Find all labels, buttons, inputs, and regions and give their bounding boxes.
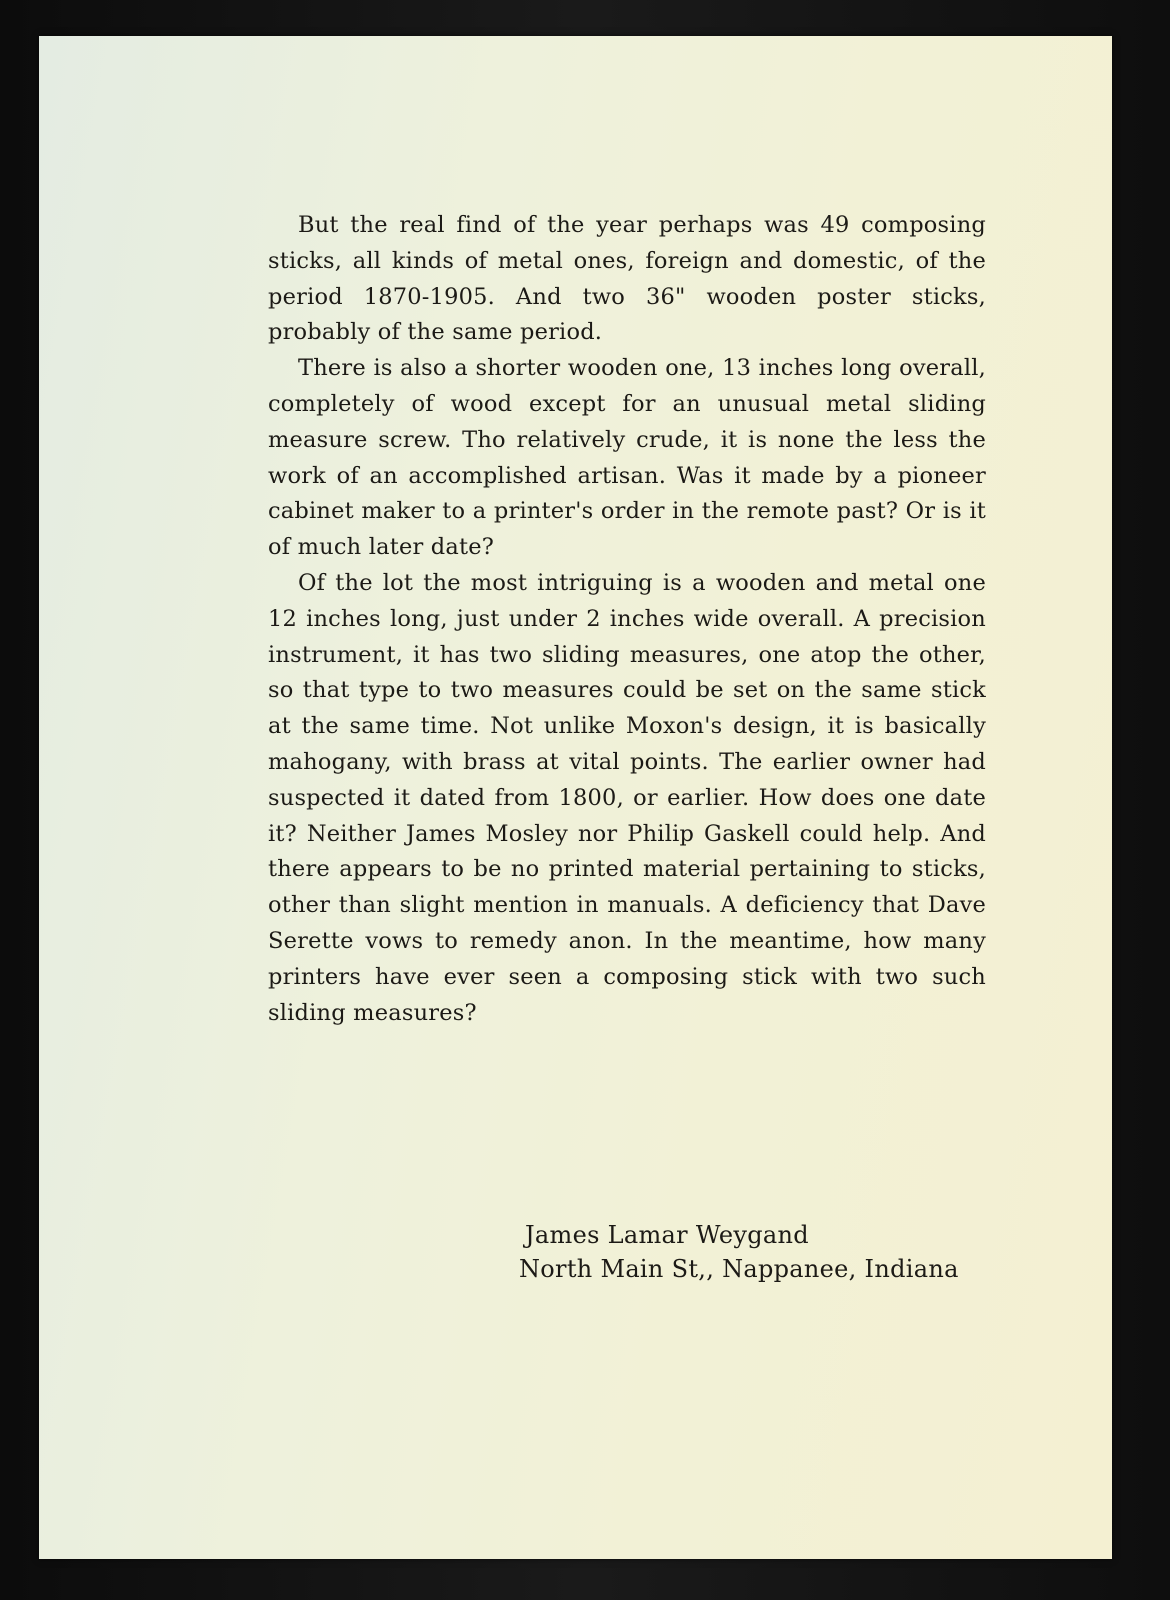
paragraph-composing-sticks: But the real find of the year perhaps was 49 composing sticks, all kinds of metal ones, foreign and domestic, of the period 1870-1905. And two 36" wooden poster sticks, probably of the same period. — [268, 212, 986, 346]
author-name: James Lamar Weygand — [525, 1221, 809, 1249]
body-text — [268, 208, 986, 1031]
paragraph-intriguing-stick: Of the lot the most intriguing is a wooden and metal one 12 inches long, just under 2 inches wide overall. A precision instrument, it has two sliding measures, one atop the other, so that type to two measures could be set on the same stick at the same time. Not unlike Moxon's design, it is basically mahogany, with brass at vital points. The earlier owner had suspected it dated from 1800, or earlier. How does one date it? Neither James Mosley nor Philip Gaskell could help. And there appears to be no printed material pertaining to sticks, other than slight mention in manuals. A deficiency that Dave Serette vows to remedy anon. In the meantime, how many printers have ever seen a composing stick with two such sliding measures? — [268, 569, 986, 1026]
paragraph-shorter-wooden-stick: There is also a shorter wooden one, 13 inches long overall, completely of wood except for an unusual metal sliding measure screw. Tho relatively crude, it is none the less the work of an accomplished artisan. Was it made by a pioneer cabinet maker to a printer's order in the remote past? Or is it of much later date? — [268, 355, 986, 561]
signature-block — [519, 1218, 999, 1286]
author-address: North Main St,, Nappanee, Indiana — [519, 1255, 959, 1283]
